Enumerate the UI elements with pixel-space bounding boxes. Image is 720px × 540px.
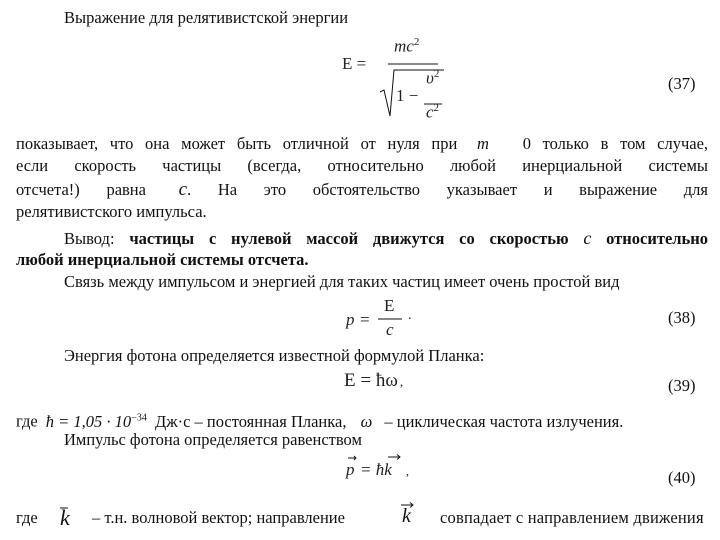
equation-39: [344, 370, 403, 392]
wave-vector-line: где k – т.н. волновой вектор; направление k совпадает с направлением движения: [16, 504, 708, 534]
eq38-equals: =: [360, 310, 370, 329]
speed-of-light-symbol: c: [178, 179, 188, 200]
paragraph-line-1: показывает, что она может быть отличной от нуля при m 0 только в том случае,: [16, 134, 709, 153]
eq38-denominator: c: [386, 320, 394, 339]
eq38-p: p: [346, 310, 355, 329]
eq37-velocity: $\upsilon^2$: [426, 68, 440, 88]
section-heading: Выражение для релятивистской энергии: [64, 8, 349, 27]
equation-number-37: (37): [668, 74, 696, 93]
photon-energy-text: Энергия фотона определяется известной формулой Планка:: [64, 346, 485, 365]
conclusion-label: Вывод:: [64, 229, 115, 248]
eq39-formula: E = ħω: [344, 370, 398, 391]
momentum-text: Импульс фотона определяется равенством: [64, 430, 362, 449]
equation-37: [340, 34, 460, 122]
eq40-comma: ,: [406, 464, 409, 478]
planck-constant-line: где ħ = $1,05 \cdot 10^{-34}$ Дж·с – постоянная Планка, ω – циклическая частота излучения.: [16, 411, 624, 431]
paragraph-line-3: отсчета!) равна c. На это обстоятельство указывает и выражение для: [16, 179, 709, 200]
paragraph-line-2: если скорость частицы (всегда, относительно любой инерциальной системы: [16, 156, 708, 175]
eq37-one-minus: 1 −: [396, 86, 419, 105]
equation-number-38: (38): [668, 308, 696, 327]
eq40-rhs: = ħk: [360, 460, 392, 479]
equation-number-40: (40): [668, 468, 696, 487]
mass-symbol: m: [477, 134, 489, 153]
conclusion-line-1: Вывод: частицы с нулевой массой движутся со скоростью c относительно: [64, 228, 709, 248]
zero-value: 0: [522, 134, 531, 153]
eq37-lhs: E =: [342, 54, 367, 73]
equation-number-39: (39): [668, 376, 696, 395]
conclusion-line-2: любой инерциальной системы отсчета.: [16, 250, 309, 269]
eq37-light-speed: $c^2$: [426, 102, 440, 122]
eq38-dot: .: [408, 308, 412, 323]
equation-40: [346, 452, 426, 486]
eq38-numerator: E: [384, 296, 395, 315]
omega-symbol: ω: [360, 411, 373, 431]
direction-k-symbol: k: [402, 505, 411, 527]
eq40-p: p: [346, 460, 355, 479]
eq39-comma: ,: [399, 374, 404, 389]
wave-vector-symbol: k: [60, 505, 70, 530]
eq37-numerator: $mc^2$: [394, 36, 420, 56]
paragraph-line-4: релятивистского импульса.: [16, 202, 207, 221]
relation-text: Связь между импульсом и энергией для таких частиц имеет очень простой вид: [64, 272, 620, 291]
conclusion-c-symbol: c: [583, 228, 592, 248]
hbar-value: ħ = $1,05 \cdot 10^{-34}$: [45, 411, 147, 431]
equation-38: [346, 296, 426, 342]
